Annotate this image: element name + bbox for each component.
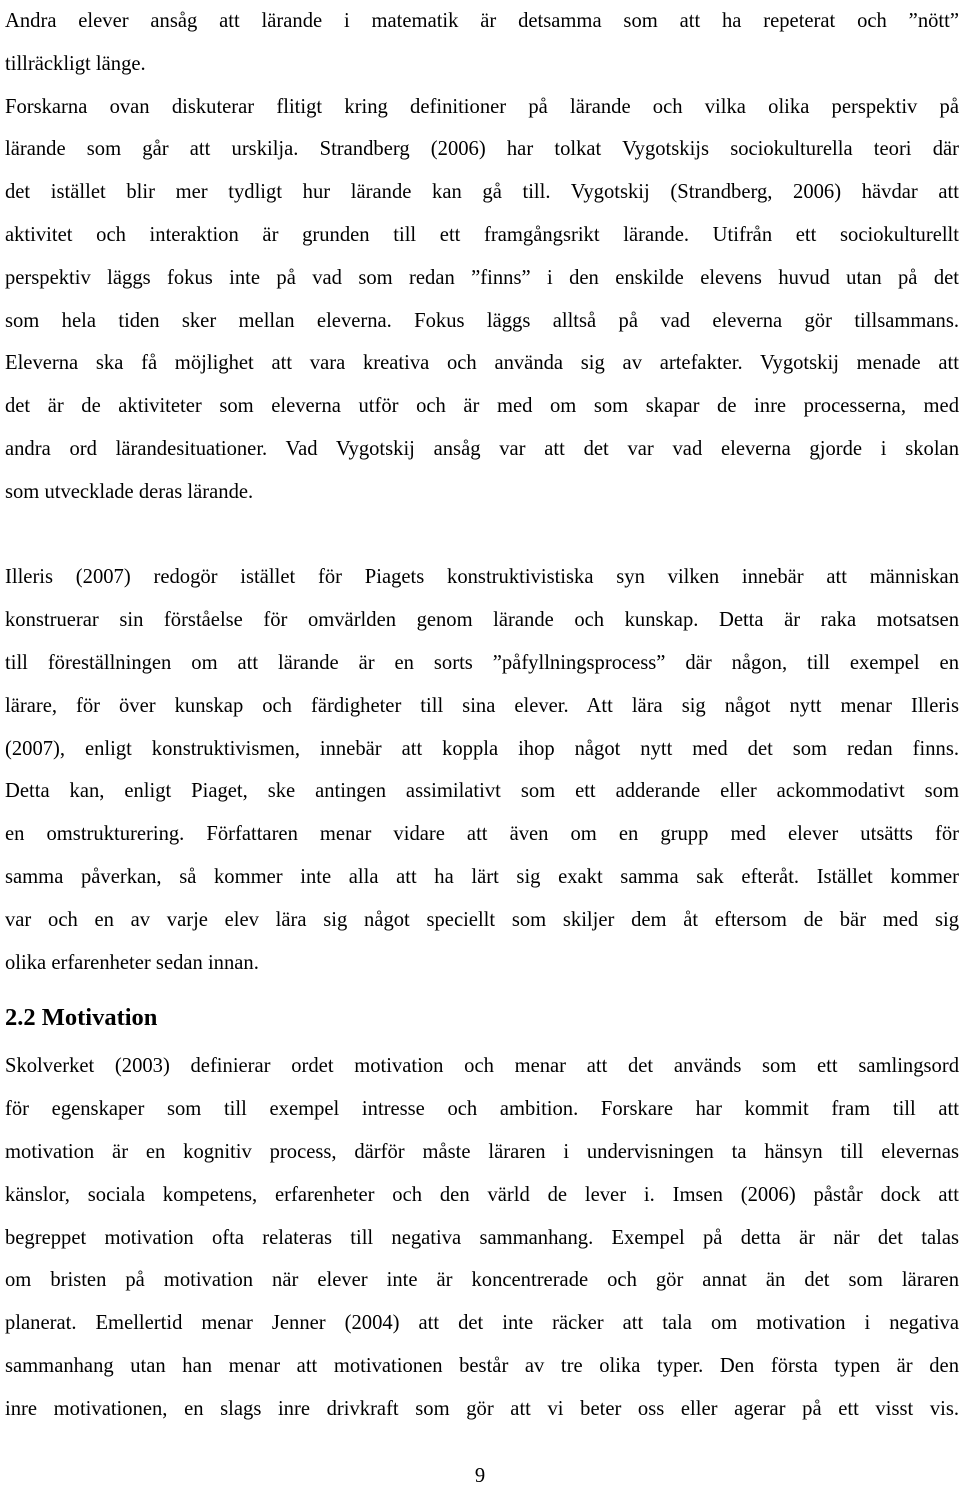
text-line: (2007), enligt konstruktivismen, innebär att koppla ihop något nytt med det som redan finns. — [5, 737, 959, 760]
text-line: motivation är en kognitiv process, därför måste läraren i undervisningen ta hänsyn till elevernas — [5, 1140, 959, 1163]
text-line: Skolverket (2003) definierar ordet motivation och menar att det används som ett samlingsord — [5, 1055, 959, 1078]
section-heading: 2.2 Motivation — [5, 1004, 158, 1032]
text-line: olika erfarenheter sedan innan. — [5, 951, 259, 974]
text-line: för egenskaper som till exempel intresse och ambition. Forskare har kommit fram till att — [5, 1098, 959, 1121]
text-line: det istället blir mer tydligt hur lärande kan gå till. Vygotskij (Strandberg, 2006) hävdar att — [5, 181, 959, 204]
text-line: tillräckligt länge. — [5, 52, 146, 75]
paragraph-1 — [5, 0, 959, 86]
text-line: perspektiv läggs fokus inte på vad som redan ”finns” i den enskilde elevens huvud utan på det — [5, 266, 959, 289]
text-line: konstruerar sin förståelse för omvärlden genom lärande och kunskap. Detta är raka motsatsen — [5, 609, 959, 632]
text-line: aktivitet och interaktion är grunden till ett framgångsrikt lärande. Utifrån ett sociokulturellt — [5, 223, 959, 246]
text-line: lärare, för över kunskap och färdigheter till sina elever. Att lära sig något nytt menar Illeris — [5, 694, 959, 717]
text-line: som hela tiden sker mellan eleverna. Fokus läggs alltså på vad eleverna gör tillsammans. — [5, 309, 959, 332]
text-line: till föreställningen om att lärande är en sorts ”påfyllningsprocess” där någon, till exempel en — [5, 651, 959, 674]
text-line: Illeris (2007) redogör istället för Piagets konstruktivistiska syn vilken innebär att människan — [5, 566, 959, 589]
text-line: om bristen på motivation när elever inte är koncentrerade och gör annat än det som läraren — [5, 1269, 959, 1292]
text-line: Detta kan, enligt Piaget, ske antingen assimilativt som ett adderande eller ackommodativt som — [5, 780, 959, 803]
text-line: samma påverkan, så kommer inte alla att ha lärt sig exakt samma sak efteråt. Istället kommer — [5, 865, 959, 888]
text-line: var och en av varje elev lära sig något speciellt som skiljer dem åt eftersom de bär med sig — [5, 908, 959, 931]
text-line: Forskarna ovan diskuterar flitigt kring definitioner på lärande och vilka olika perspektiv på — [5, 95, 959, 118]
section-paragraph — [5, 1045, 959, 1430]
text-line: Eleverna ska få möjlighet att vara kreativa och använda sig av artefakter. Vygotskij menade att — [5, 352, 959, 375]
text-line: sammanhang utan han menar att motivationen består av tre olika typer. Den första typen är den — [5, 1354, 959, 1377]
text-line: det är de aktiviteter som eleverna utför och är med om som skapar de inre processerna, med — [5, 395, 959, 418]
page-number: 9 — [474, 1465, 486, 1487]
text-line: andra ord lärandesituationer. Vad Vygotskij ansåg var att det var vad eleverna gjorde i skolan — [5, 437, 959, 460]
text-line: lärande som går att urskilja. Strandberg (2006) har tolkat Vygotskijs sociokulturella teori där — [5, 138, 959, 161]
text-line: som utvecklade deras lärande. — [5, 480, 254, 503]
paragraph-2 — [5, 86, 959, 514]
text-line: Andra elever ansåg att lärande i matematik är detsamma som att ha repeterat och ”nött” — [5, 10, 959, 32]
text-line: planerat. Emellertid menar Jenner (2004) att det inte räcker att tala om motivation i negativa — [5, 1312, 959, 1335]
text-line: känslor, sociala kompetens, erfarenheter och den värld de lever i. Imsen (2006) påstår dock att — [5, 1183, 959, 1206]
text-line: en omstrukturering. Författaren menar vidare att även om en grupp med elever utsätts för — [5, 823, 959, 846]
text-line: begreppet motivation ofta relateras till negativa sammanhang. Exempel på detta är när det talas — [5, 1226, 959, 1249]
paragraph-spacer — [5, 514, 959, 557]
paragraph-3 — [5, 556, 959, 984]
text-line: inre motivationen, en slags inre drivkraft som gör att vi beter oss eller agerar på ett visst vis. — [5, 1397, 959, 1420]
